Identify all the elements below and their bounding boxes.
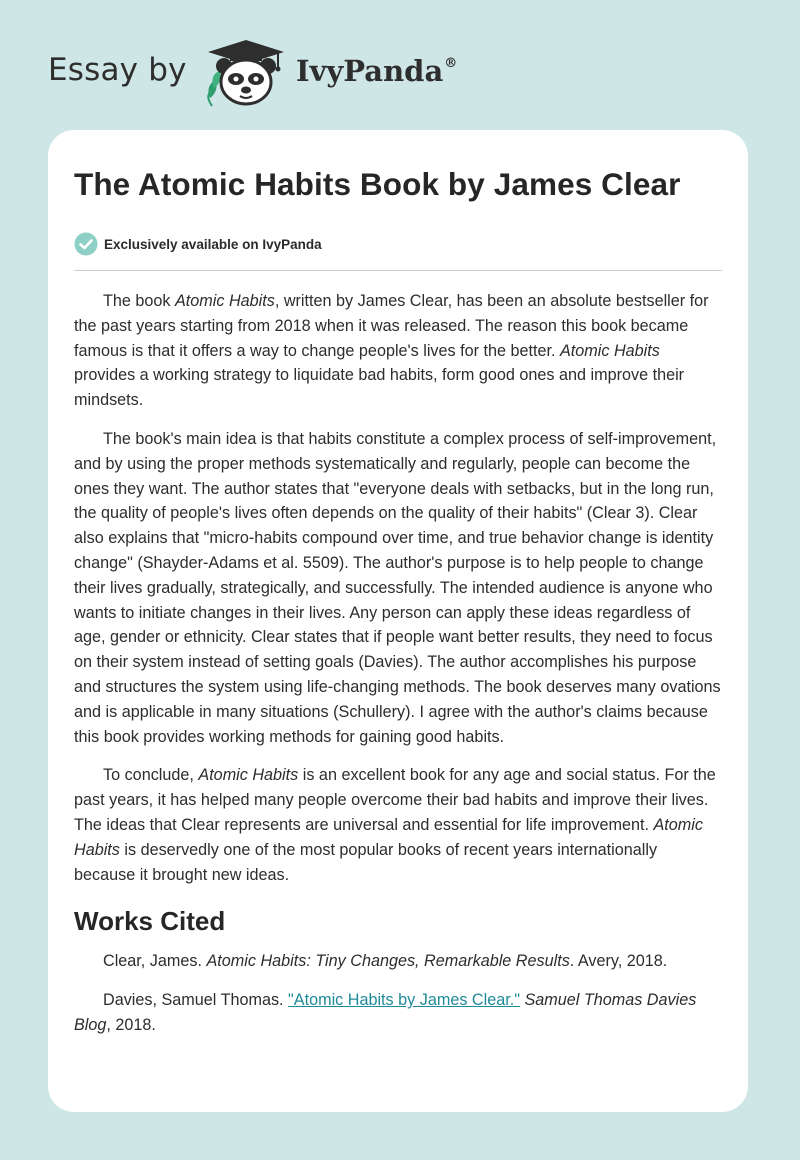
text-run: is deservedly one of the most popular books of recent years internationally because it brought new ideas. (74, 840, 658, 884)
exclusive-label: Exclusively available on IvyPanda (104, 236, 322, 252)
divider (74, 270, 722, 271)
italic-text: Atomic Habits (175, 292, 275, 310)
text-run: The book (103, 292, 175, 310)
paragraph (74, 289, 722, 413)
check-circle-icon (74, 232, 98, 256)
text-run: , 2018. (106, 1015, 156, 1034)
citation (74, 988, 722, 1038)
essay-card (48, 130, 748, 1112)
text-run: To conclude, (103, 766, 199, 785)
paragraph (74, 427, 722, 749)
essay-body (74, 289, 722, 887)
citation (74, 949, 722, 974)
essay-by-label: Essay by (48, 52, 187, 88)
text-run: is an excellent book for any age and social status. For the past years, it has helped many people overcome their bad habits and improve their lives. The ideas that Clear represents are universal and essential for life improvement. (74, 766, 716, 834)
registered-mark: ® (444, 56, 458, 71)
page-title: The Atomic Habits Book by James Clear (74, 166, 681, 202)
text-run: , written by James Clear, has been an absolute bestseller for the past years starting from 2018 when it was released. The reason this book became famous is that it offers a way to change people's lives for the better. (74, 292, 709, 360)
brand-name (296, 54, 457, 88)
brand-name-text: IvyPanda (296, 54, 444, 88)
works-cited-heading: Works Cited (74, 906, 226, 937)
exclusive-badge (74, 231, 722, 257)
italic-text: Samuel Thomas Davies Blog (74, 991, 697, 1034)
italic-text: Atomic Habits (560, 341, 660, 360)
italic-text: Atomic Habits (198, 766, 299, 785)
text-run: . Avery, 2018. (569, 952, 668, 971)
text-run: The book's main idea is that habits constitute a complex process of self-improvement, and by using the proper methods systematically and regularly, people can become the ones they want. The author states that "everyone deals with setbacks, but in the long run, the quality of people's lives often depends on the quality of their habits" (Clear 3). Clear also explains that "micro-habits compound over time, and true behavior change is identity change" (Shayder-Adams et al. 5509). The author's purpose is to help people to change their lives gradually, strategically, and successfully. The intended audience is anyone who wants to initiate changes in their lives. Any person can apply these ideas regardless of age, gender or ethnicity. Clear states that if people want better results, they need to focus on their system instead of setting goals (Davies). The author accomplishes his purpose and structures the system using life-changing methods. The book deserves many ovations and is applicable in many situations (Schullery). I agree with the author's claims because this book provides working methods for gaining good habits. (74, 429, 721, 746)
panda-graduate-icon (200, 36, 292, 108)
text-run: provides a working strategy to liquidate bad habits, form good ones and improve their mindsets. (74, 366, 685, 410)
citation-link[interactable]: "Atomic Habits by James Clear." (288, 991, 520, 1010)
site-header (0, 0, 800, 130)
italic-text: Atomic Habits (74, 815, 703, 859)
text-run: Davies, Samuel Thomas. (103, 991, 289, 1010)
text-run: Clear, James. (103, 952, 207, 971)
paragraph (74, 763, 722, 887)
works-cited-list (74, 949, 722, 1037)
italic-text: Atomic Habits: Tiny Changes, Remarkable Results (206, 952, 570, 971)
